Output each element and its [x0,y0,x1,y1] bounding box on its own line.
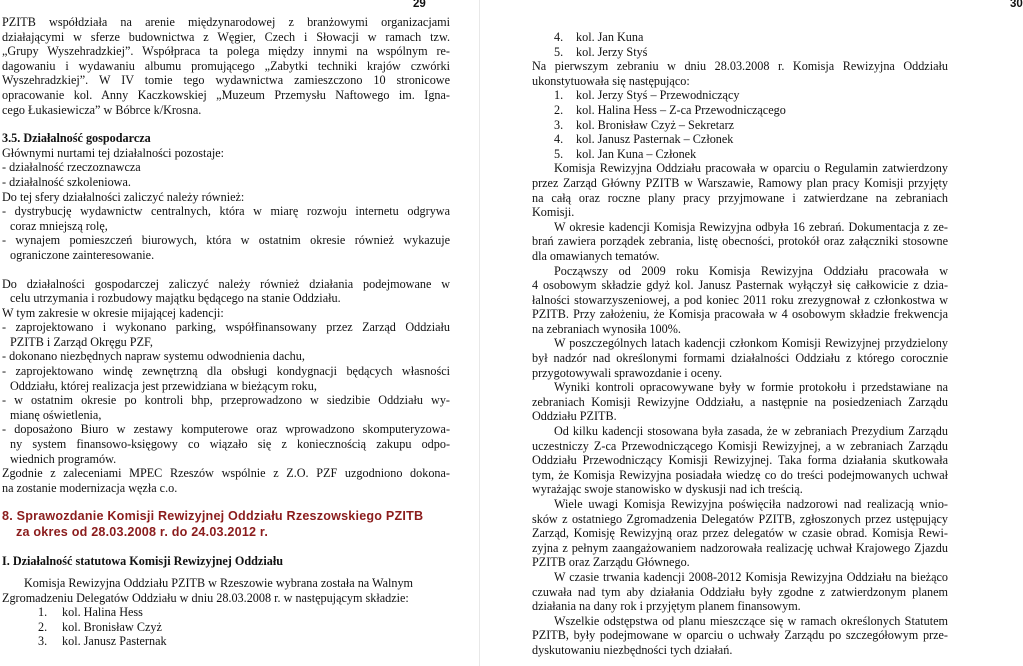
member-item: 4. kol. Jan Kuna [554,30,644,44]
text-line: mianę oświetlenia, [10,407,102,422]
text-line: PZITB i Zarząd Okręgu PZF, [10,334,153,349]
text-line: W czasie trwania kadencji 2008-2012 Komisja Rewizyjna Oddziału na bieżąco [554,569,948,584]
section-8 [2,509,450,540]
text-line: sków z ostatniego Zgromadzenia Delegatów PZITB, zgłoszonych przez ustępujący [532,511,948,526]
text-line: celu utrzymania i rozbudowy majątku będącego na stanie Oddziału. [10,291,341,306]
text-line: wyrażając swoje stanowisko w dyskusji nad ich treścią. [532,482,803,497]
role-item: 3. kol. Bronisław Czyż – Sekretarz [554,117,735,132]
text-line: Na pierwszym zebraniu w dniu 28.03.2008 r. Komisja Rewizyjna Oddziału [532,59,948,74]
text-line: W okresie kadencji Komisja Rewizyjna odbyła 16 zebrań. Dokumentacja z ze- [554,219,948,234]
text-line: PZITB współdziała na arenie międzynarodowej z branżowymi organizacjami [2,15,450,29]
text-line: Do tej sfery działalności zaliczyć należy również: [2,189,245,204]
text-line: działającymi w sferze budownictwa z Węgier, Czech i Słowacji w ramach tzw. [2,29,450,44]
text-line: dagowaniu i wydawaniu albumu promującego „Zabytki techniki krajów czwórki [2,58,450,73]
text-line: uczestniczy Z-ca Przewodniczącego Komisji Rewizyjnej, a w zebraniach Zarządu [532,438,948,453]
text-line: cego Łukasiewicza” w Bóbrce k/Krosna. [2,102,202,117]
text-line: - dokonano niezbędnych napraw systemu odwodnienia dachu, [2,349,305,364]
page-number-right: 30 [1010,0,1023,10]
intro-paragraph [2,15,450,117]
page-number-left: 29 [413,0,426,10]
text-line: ukonstytuowała się następująco: [532,73,690,88]
text-line: - w ostatnim okresie po kontroli bhp, przeprowadzono w siedzibie Oddziału wy- [2,393,450,408]
text-line: Komisja Rewizyjna Oddziału pracowała w oparciu o Regulamin zatwierdzony [554,161,948,176]
text-line: na zebraniach wynosiła 100%. [532,321,681,336]
text-line: W tym zakresie w okresie mijającej kadencji: [2,305,224,320]
text-line: na całą oraz roczne plany pracy przyjmowane i zatwierdzane na zebraniach [532,190,948,205]
report-body [532,161,948,657]
text-line: Wszelkie odstępstwa od planu mieszczące się w ramach określonych Statutem [554,613,948,628]
text-line: Oddziału, której realizacja jest przewidziana w bieżącym roku, [10,378,317,393]
member-item: 2. kol. Bronisław Czyż [38,619,162,634]
text-line: - doposażono Biuro w zestawy komputerowe oraz wprowadzono skomputeryzowa- [2,422,450,437]
text-line: - dystrybucję wydawnictw centralnych, która w miarę rozwoju internetu odgrywa [2,204,450,219]
text-line: Do działalności gospodarczej zaliczyć należy również działania podejmowane w [2,276,450,291]
section-heading: I. Działalność statutowa Komisji Rewizyjnej Oddziału [2,554,283,569]
text-line: dyskutowaniu niezbędności tych działań. [532,642,733,657]
role-item: 2. kol. Halina Hess – Z-ca Przewodniczącego [554,102,786,117]
text-line: Zgromadzeniu Delegatów Oddziału w dniu 28.03.2008 r. w następującym składzie: [2,590,409,605]
member-item: 5. kol. Jerzy Styś [554,44,648,59]
text-line: Zarząd, Komisję Rewizyjną oraz przez delegatów w czasie obrad. Komisja Rewi- [532,526,948,541]
text-line: - działalność szkoleniowa. [2,174,131,189]
text-line: przygotowywali sprawozdanie i oceny. [532,365,723,380]
text-line: - wynajem pomieszczeń biurowych, która w ostatnim okresie również wykazuje [2,233,450,248]
text-line: Oddziału Przewodniczący Komisji Rewizyjnej. Taka forma działania skutkowała [532,453,948,468]
text-line: na zostanie modernizacja węzła c.o. [2,480,178,495]
text-line: zyjna z pełnym zaangażowaniem nadzorowała realizację uchwał Krajowego Zjazdu [532,540,948,555]
text-line: działania na dany rok i przyjętym planem finansowym. [532,599,801,614]
left-page [0,0,480,666]
activity-paragraph [2,277,450,496]
text-line: Komisja Rewizyjna Oddziału PZITB w Rzeszowie wybrana została na Walnym [24,576,414,590]
text-line: brań zawiera porządek zebrania, listę obecności, protokół oraz załączniki stosowne [532,234,948,249]
role-item: 4. kol. Janusz Pasternak – Członek [554,132,734,147]
section-heading-cont: za okres od 28.03.2008 r. do 24.03.2012 r. [16,524,269,539]
text-line: PZITB. Przy założeniu, że Komisja pracowała w 4 osobowym składzie frekwencja [532,307,948,322]
text-line: - zaprojektowano i wykonano parking, współfinansowany przez Zarząd Oddziału [2,320,450,335]
text-line: Wiele uwagi Komisja Rewizyjna poświęciła nadzorowi nad realizacją wnio- [554,497,948,511]
text-line: coraz mniejszą rolę, [10,218,108,233]
text-line: Od kilku kadencji stosowana była zasada, że w zebraniach Prezydium Zarządu [554,424,948,439]
text-line: PZITB, były podejmowane w oparciu o uchwały Zarządu po szczegółowym prze- [532,628,948,643]
text-line: zebraniach Komisji Rewizyjne Oddziału, a następnie na posiedzeniach Zarządu [532,394,948,409]
text-line: Zgodnie z zaleceniami MPEC Rzeszów wspólnie z Z.O. PZF uzgodniono dokona- [2,466,450,481]
text-line: łalności stowarzyszeniowej, a pod koniec 2011 roku zrezygnował z członkostwa w [532,292,948,307]
right-page [480,0,1023,666]
text-line: Począwszy od 2009 roku Komisja Rewizyjna Oddziału pracowała w [554,263,948,278]
section-heading: 8. Sprawozdanie Komisji Rewizyjnej Oddziału Rzeszowskiego PZITB [2,509,424,524]
role-item: 1. kol. Jerzy Styś – Przewodniczący [554,88,740,103]
role-item: 5. kol. Jan Kuna – Członek [554,146,697,161]
section-heading: 3.5. Działalność gospodarcza [2,131,151,146]
text-line: czuwała nad tym aby działania Oddziału były zgodne z zatwierdzonym planem [532,584,948,599]
section-3-5 [2,131,450,262]
text-line: opracowanie kol. Anny Kaczkowskiej „Muzeum Przemysłu Naftowego im. Igna- [2,87,450,102]
text-line: - zaprojektowano windę zewnętrzną dla obsługi kondygnacji będących własności [2,364,450,379]
text-line: ny system finansowo-księgowy co wiązało się z koniecznością zakupu odpo- [10,437,450,452]
text-line: dla omawianych tematów. [532,248,660,263]
text-line: wiednich programów. [10,451,117,466]
text-line: Wyniki kontroli opracowywane były w formie protokołu i przedstawiane na [554,380,948,395]
member-item: 3. kol. Janusz Pasternak [38,634,167,649]
text-line: przez Zarząd Główny PZITB w Warszawie, Ramowy plan pracy Komisji przyjęty [532,175,948,190]
text-line: 4 osobowym składzie gdyż kol. Janusz Pasternak wyłączył się całkowicie z dzia- [532,278,948,293]
text-line: Oddziału PZITB. [532,409,617,424]
text-line: Wyszehradzkiej”. W IV tomie tego wydawnictwa zamieszczono 10 stronicowe [2,73,450,88]
text-line: ograniczone zainteresowanie. [10,247,155,262]
member-item: 1. kol. Halina Hess [38,605,143,620]
section-I [2,554,450,649]
text-line: Głównymi nurtami tej działalności pozostaje: [2,145,225,160]
text-line: „Grupy Wyszehradzkiej”. Współpraca ta polega między innymi na wspólnym re- [2,44,450,59]
text-line: - działalność rzeczoznawcza [2,160,141,175]
text-line: tym, że Komisja Rewizyjna posiadała wiedzę co do treści podejmowanych uchwał [532,467,948,482]
text-line: był nadzór nad określonymi formami działalności Oddziału z którego corocznie [532,351,948,366]
text-line: PZITB oraz Zarządu Głównego. [532,555,690,570]
text-line: Komisji. [532,205,575,220]
text-line: W poszczególnych latach kadencji członkom Komisji Rewizyjnej przydzielony [554,336,948,351]
